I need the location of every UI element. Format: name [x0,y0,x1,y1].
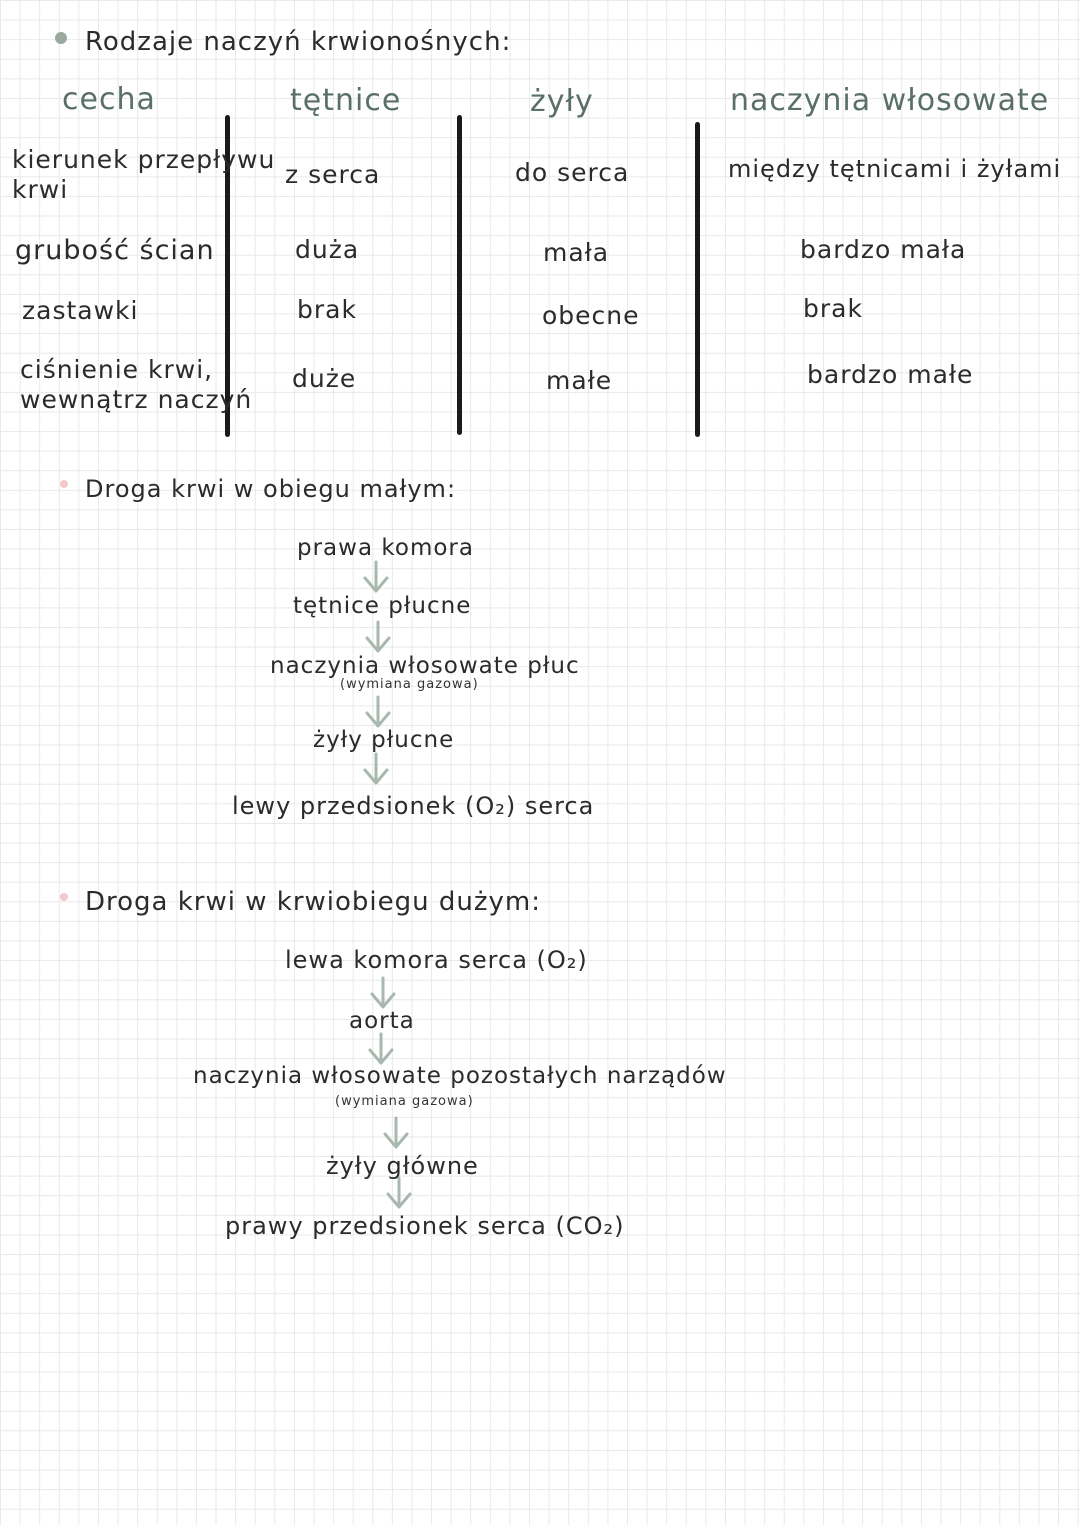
pulmonary-step-3: naczynia włosowate płuc [270,653,580,679]
row-2-feature: grubość ścian [15,235,215,266]
row-3-arteries: brak [297,295,357,324]
arrow-down-icon [368,976,398,1010]
arrow-down-icon [384,1176,414,1210]
row-4-veins: małe [546,366,613,395]
row-4-feature-line1: ciśnienie krwi, [20,355,214,384]
pulmonary-step-1: prawa komora [297,535,474,561]
pulmonary-note: (wymiana gazowa) [340,677,479,692]
pulmonary-step-4: żyły płucne [313,727,455,753]
systemic-note: (wymiana gazowa) [335,1094,474,1109]
row-4-feature [20,355,252,415]
arrow-down-icon [361,560,391,594]
row-3-feature: zastawki [22,296,139,325]
pulmonary-step-5: lewy przedsionek (O₂) serca [232,792,595,820]
header-capillaries: naczynia włosowate [730,83,1050,118]
row-1-veins: do serca [515,158,630,187]
section-3-title: Droga krwi w krwiobiegu dużym: [85,887,541,917]
row-2-arteries: duża [295,235,360,264]
row-1-feature-line1: kierunek przepływu [12,145,276,174]
systemic-step-4: żyły główne [326,1152,479,1180]
row-2-veins: mała [543,238,610,267]
row-4-feature-line2: wewnątrz naczyń [20,385,253,414]
row-1-capillaries: między tętnicami i żyłami [728,155,1062,183]
row-4-capillaries: bardzo małe [807,360,974,389]
row-2-capillaries: bardzo mała [800,235,967,264]
header-veins: żyły [530,84,594,119]
arrow-down-icon [363,620,393,654]
arrow-down-icon [363,695,393,729]
header-arteries: tętnice [290,83,402,118]
row-3-capillaries: brak [803,294,863,323]
systemic-step-2: aorta [349,1008,415,1034]
section-1-title: Rodzaje naczyń krwionośnych: [85,27,512,57]
arrow-down-icon [361,752,391,786]
pulmonary-step-2: tętnice płucne [293,593,472,619]
table-divider-2 [457,115,462,435]
arrow-down-icon [366,1032,396,1066]
row-4-arteries: duże [292,364,357,393]
header-feature: cecha [62,82,156,117]
row-1-arteries: z serca [285,160,381,189]
row-1-feature [12,145,275,205]
row-3-veins: obecne [542,301,640,330]
systemic-step-1: lewa komora serca (O₂) [285,946,588,974]
arrow-down-icon [381,1116,411,1150]
bullet-section-3 [60,893,68,901]
row-1-feature-line2: krwi [12,175,69,204]
systemic-step-5: prawy przedsionek serca (CO₂) [225,1212,625,1240]
systemic-step-3: naczynia włosowate pozostałych narządów [193,1063,727,1089]
section-2-title: Droga krwi w obiegu małym: [85,475,457,503]
table-divider-3 [695,122,700,437]
bullet-section-2 [60,480,68,488]
bullet-section-1 [55,32,67,44]
